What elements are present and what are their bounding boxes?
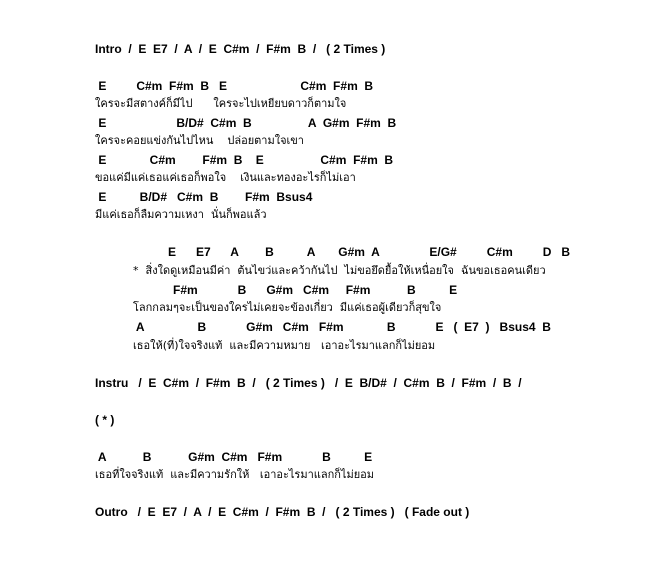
verse-chords-3: E C#m F#m B E C#m F#m B (95, 153, 394, 167)
verse-chords-1: E C#m F#m B E C#m F#m B (95, 79, 374, 93)
chorus-lyric-3: เธอให้(ที่)ใจจริงแท้ และมีความหมาย เอาอะไรมาแลกก็ไม่ยอม (133, 339, 436, 352)
verse-lyric-2: ใครจะคอยแข่งกันไปไหน ปล่อยตามใจเขา (95, 134, 304, 147)
verse-lyric-4: มีแค่เธอก็ลืมความเหงา นั่นก็พอแล้ว (95, 208, 267, 221)
chorus-lyric-1: * สิ่งใดดูเหมือนมีค่า ต้นไขว่และคว้ากันไป ไม่ขอยึดยื้อให้เหนื่อยใจ ฉันขอเธอคนเดียว (133, 264, 546, 277)
final-chords: A B G#m C#m F#m B E (95, 450, 373, 464)
verse-lyric-3: ขอแค่มีแค่เธอแค่เธอก็พอใจ เงินและทองอะไรก็ไม่เอา (95, 171, 356, 184)
chorus-lyric-2: โลกกลมๆจะเป็นของใครไม่เคยจะข้องเกี่ยว มีแค่เธอผู้เดียวก็สุขใจ (133, 301, 442, 314)
verse-chords-4: E B/D# C#m B F#m Bsus4 (95, 190, 313, 204)
outro-line: Outro / E E7 / A / E C#m / F#m B / ( 2 Times ) ( Fade out ) (95, 505, 470, 519)
verse-chords-2: E B/D# C#m B A G#m F#m B (95, 116, 397, 130)
chorus-chords-3: A B G#m C#m F#m B E ( E7 ) Bsus4 B (133, 320, 551, 334)
verse-lyric-1: ใครจะมีสตางค์ก็มีไป ใครจะไปเหยียบดาวก็ตามใจ (95, 97, 347, 110)
chorus-chords-2: F#m B G#m C#m F#m B E (173, 283, 458, 297)
refrain-mark: ( * ) (95, 413, 115, 427)
instru-line: Instru / E C#m / F#m B / ( 2 Times ) / E B/D# / C#m B / F#m / B / (95, 376, 522, 390)
final-lyric: เธอที่ใจจริงแท้ และมีความรักให้ เอาอะไรมาแลกก็ไม่ยอม (95, 468, 375, 481)
intro-line: Intro / E E7 / A / E C#m / F#m B / ( 2 Times ) (95, 42, 386, 56)
chorus-chords-1: E E7 A B A G#m A E/G# C#m D B (168, 245, 571, 259)
